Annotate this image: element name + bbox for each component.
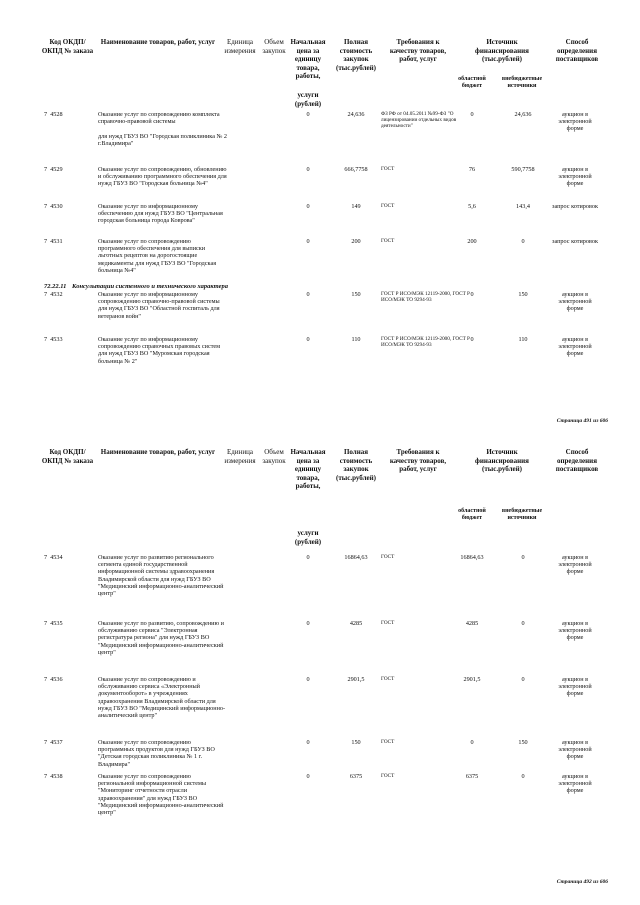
item-price: 0	[306, 554, 310, 561]
item-cost: 110	[351, 336, 361, 343]
item-name: Оказание услуг по развитию регионального сегмента единой государственной информационной системы здравоохранения Владимирской области для нужд ГБУЗ ВО "Медицинский информационно-аналитический центр"	[98, 554, 224, 598]
item-price: 0	[306, 336, 310, 343]
header-source-units: (тыс.рублей)	[481, 465, 523, 473]
header-unit: Единица измерения	[224, 448, 256, 465]
item-method: аукцион в электронной форме	[558, 111, 592, 133]
header-source-units: (тыс.рублей)	[481, 55, 523, 63]
item-name: Оказание услуг по информационному обеспечению для нужд ГБУЗ ВО "Центральная городская больница города Коврова"	[98, 203, 223, 225]
item-cost: 6375	[349, 773, 363, 780]
item-price: 0	[306, 739, 310, 746]
page-number: Страница 491 из 606	[556, 418, 608, 424]
header-requirements: Требования к качеству товаров, работ, услуг	[389, 38, 447, 63]
header-unit: Единица измерения	[224, 38, 256, 55]
item-cost: 200	[351, 238, 361, 245]
item-method: аукцион в электронной форме	[558, 336, 592, 358]
order-number: 7 4532	[44, 291, 63, 298]
order-number: 7 4530	[44, 203, 63, 210]
item-cost: 2901,5	[347, 676, 365, 683]
item-name: Оказание услуг по сопровождению программного обеспечения для выписки льготных рецептов на дорогостоящие медикаменты для нужд ГБУЗ ВО "Городская больница №4"	[98, 238, 217, 274]
item-requirements: ГОСТ	[381, 554, 395, 560]
header-source: Источник финансирования	[475, 448, 529, 465]
item-requirements: ГОСТ	[381, 166, 395, 172]
item-requirements: ГОСТ	[381, 203, 395, 209]
item-extra-sources: 150	[518, 739, 528, 746]
header-volume: Объем закупок	[262, 38, 286, 55]
order-number: 7 4534	[44, 554, 63, 561]
item-extra-sources: 0	[521, 773, 525, 780]
section-heading	[44, 283, 228, 290]
order-number: 7 4536	[44, 676, 63, 683]
item-extra-sources: 0	[521, 554, 525, 561]
item-requirements: ГОСТ	[381, 676, 395, 682]
item-price: 0	[306, 676, 310, 683]
item-regional-budget: 200	[467, 238, 477, 245]
item-extra-sources: 143,4	[516, 203, 530, 210]
item-requirements: ГОСТ Р ИСО/МЭК 12119-2000, ГОСТ Р ИСО/МЭК ТО 9294-93	[381, 336, 470, 348]
item-cost: 149	[351, 203, 361, 210]
header-requirements: Требования к качеству товаров, работ, услуг	[389, 448, 447, 473]
item-method: запрос котировок	[552, 203, 598, 210]
item-name: Оказание услуг по информационному сопровождению справочных правовых систем для нужд ГБУЗ ВО "Муромская городская больница № 2"	[98, 336, 221, 365]
item-extra-sources: 0	[521, 620, 525, 627]
item-cost: 24,636	[347, 111, 365, 118]
header-cost: Полная стоимость закупок (тыс.рублей)	[335, 38, 377, 72]
header-method: Способ определения поставщиков	[555, 448, 599, 473]
item-regional-budget: 4285	[465, 620, 479, 627]
item-price: 0	[306, 166, 310, 173]
item-name: Оказание услуг по сопровождению региональной информационной системы "Мониторинг отчетности отрасли здравоохранения" для нужд ГБУЗ ВО "Медицинский информационно-аналитический центр"	[98, 773, 224, 817]
page-492	[0, 440, 640, 905]
header-source: Источник финансирования	[475, 38, 529, 55]
order-number: 7 4531	[44, 238, 63, 245]
item-method: запрос котировок	[552, 238, 598, 245]
order-number: 7 4538	[44, 773, 63, 780]
item-price: 0	[306, 203, 310, 210]
order-number: 7 4528	[44, 111, 63, 118]
item-price: 0	[306, 238, 310, 245]
header-price: Начальная цена за единицу товара, работы,	[290, 38, 326, 80]
item-price: 0	[306, 291, 310, 298]
header-cost: Полная стоимость закупок (тыс.рублей)	[335, 448, 377, 482]
item-requirements: ГОСТ	[381, 739, 395, 745]
item-extra-sources: 590,7758	[511, 166, 535, 173]
item-method: аукцион в электронной форме	[558, 554, 592, 576]
item-regional-budget: 0	[470, 291, 474, 298]
header-price: Начальная цена за единицу товара, работы,	[290, 448, 326, 490]
item-price: 0	[306, 111, 310, 118]
item-requirements: ГОСТ Р ИСО/МЭК 12119-2000, ГОСТ Р ИСО/МЭК ТО 9294-93	[381, 291, 470, 303]
item-cost: 4285	[349, 620, 363, 627]
item-regional-budget: 76	[468, 166, 476, 173]
page-491	[0, 0, 640, 440]
item-requirements: ГОСТ	[381, 620, 395, 626]
item-cost: 150	[351, 291, 361, 298]
item-requirements: ФЗ РФ от 04.05.2011 №99-ФЗ "О лицензировании отдельных видов деятельности"	[381, 111, 457, 129]
order-number: 7 4533	[44, 336, 63, 343]
header-price-services: услуги (рублей)	[294, 529, 322, 546]
item-method: аукцион в электронной форме	[558, 166, 592, 188]
header-code: Код ОКДП/ ОКПД № заказа	[41, 448, 94, 465]
item-price: 0	[306, 620, 310, 627]
section-code: 72.22.11	[44, 283, 67, 290]
item-regional-budget: 0	[470, 739, 474, 746]
item-method: аукцион в электронной форме	[558, 620, 592, 642]
header-price-services: услуги (рублей)	[294, 91, 322, 108]
item-regional-budget: 5,6	[468, 203, 476, 210]
item-extra-sources: 24,636	[514, 111, 532, 118]
section-title: Консультации системного и технического характера	[72, 283, 228, 290]
item-cost: 666,7758	[344, 166, 368, 173]
header-code: Код ОКДП/ ОКПД № заказа	[41, 38, 94, 55]
header-source-extra: внебюджетные источники	[501, 76, 543, 89]
item-name: Оказание услуг по развитию, сопровождению и обслуживанию сервиса "Электронная регистратура региона" для нужд ГБУЗ ВО "Медицинский информационно-аналитический центр"	[98, 620, 224, 656]
item-extra-sources: 0	[521, 238, 525, 245]
header-source-extra: внебюджетные источники	[501, 508, 543, 521]
item-name: Оказание услуг по сопровождению и обслуживанию сервиса «Электронный документооборот» в учреждениях здравоохранения Владимирской области для нужд ГБУЗ ВО "Медицинский информационно-аналитический центр"	[98, 676, 226, 720]
item-name: Оказание услуг по сопровождению, обновлению и обслуживанию программного обеспечения для нужд ГБУЗ ВО "Городская больница №4"	[98, 166, 227, 188]
item-extra-sources: 150	[518, 291, 528, 298]
item-method: аукцион в электронной форме	[558, 739, 592, 761]
item-extra-sources: 110	[518, 336, 528, 343]
item-method: аукцион в электронной форме	[558, 676, 592, 698]
item-cost: 150	[351, 739, 361, 746]
header-name: Наименование товаров, работ, услуг	[100, 448, 216, 456]
header-method: Способ определения поставщиков	[555, 38, 599, 63]
item-regional-budget: 0	[470, 336, 474, 343]
header-source-regional: областной бюджет	[458, 76, 486, 89]
item-name: Оказание услуг по информационному сопровождению справочно-правовой системы для нужд ГБУЗ ВО "Областной госпиталь для ветеранов войн"	[98, 291, 220, 320]
page-number: Страница 492 из 606	[556, 879, 608, 885]
order-number: 7 4535	[44, 620, 63, 627]
item-requirements: ГОСТ	[381, 773, 395, 779]
item-price: 0	[306, 773, 310, 780]
order-number: 7 4537	[44, 739, 63, 746]
header-source-regional: областной бюджет	[458, 508, 486, 521]
item-method: аукцион в электронной форме	[558, 291, 592, 313]
item-cost: 16864,63	[344, 554, 368, 561]
item-regional-budget: 6375	[465, 773, 479, 780]
order-number: 7 4529	[44, 166, 63, 173]
header-volume: Объем закупок	[262, 448, 286, 465]
item-requirements: ГОСТ	[381, 238, 395, 244]
item-regional-budget: 0	[470, 111, 474, 118]
item-method: аукцион в электронной форме	[558, 773, 592, 795]
header-name: Наименование товаров, работ, услуг	[100, 38, 216, 46]
item-name: Оказание услуг по сопровождению программных продуктов для нужд ГБУЗ ВО "Детская городская поликлиника № 1 г. Владимира"	[98, 739, 215, 768]
item-extra-sources: 0	[521, 676, 525, 683]
item-name: Оказание услуг по сопровождению комплекта справочно-правовой системы для нужд ГБУЗ ВО "Городская поликлиника № 2 г.Владимира"	[98, 111, 228, 147]
item-regional-budget: 16864,63	[460, 554, 484, 561]
item-regional-budget: 2901,5	[463, 676, 481, 683]
